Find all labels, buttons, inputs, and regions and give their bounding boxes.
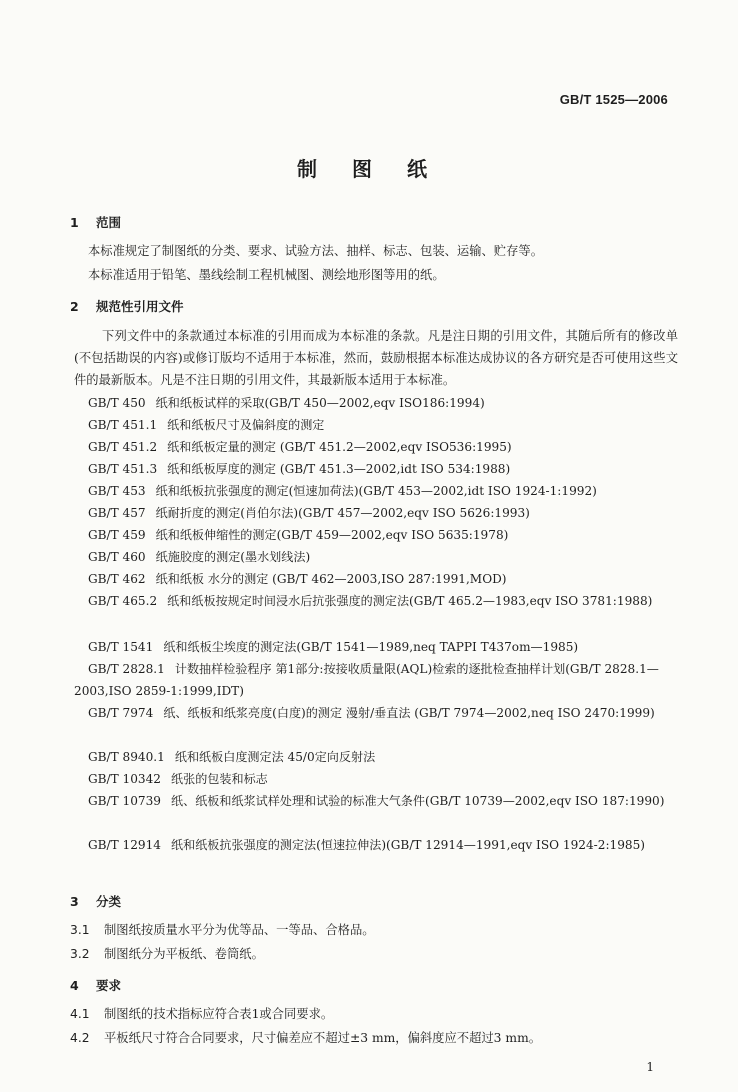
reference-item — [88, 768, 678, 790]
reference-item — [74, 590, 678, 612]
reference-text: 纸、纸板和纸浆亮度(白度)的测定 漫射/垂直法 (GB/T 7974—2002,neq ISO 2470:1999) — [163, 706, 655, 720]
reference-text: 纸和纸板尺寸及偏斜度的测定 — [167, 418, 325, 432]
clause-number: 3.2 — [70, 947, 90, 961]
section-number: 2 — [70, 299, 79, 314]
section-heading-2 — [70, 297, 184, 315]
reference-text: 纸张的包装和标志 — [171, 772, 268, 786]
reference-item — [88, 414, 678, 436]
reference-code: GB/T 451.2 — [88, 440, 158, 454]
reference-code: GB/T 459 — [88, 528, 146, 542]
reference-item — [88, 546, 678, 568]
scope-paragraph-1: 本标准规定了制图纸的分类、要求、试验方法、抽样、标志、包装、运输、贮存等。 — [88, 244, 543, 258]
clause-text: 制图纸分为平板纸、卷筒纸。 — [104, 947, 264, 961]
section-number: 1 — [70, 215, 79, 230]
reference-text: 纸和纸板试样的采取(GB/T 450—2002,eqv ISO186:1994) — [155, 396, 485, 410]
clause-number: 4.1 — [70, 1007, 90, 1021]
section-title: 分类 — [96, 894, 122, 909]
section-heading-1 — [70, 213, 121, 231]
section-title: 要求 — [96, 978, 122, 993]
reference-text: 纸和纸板抗张强度的测定法(恒速拉伸法)(GB/T 12914—1991,eqv ISO 1924-2:1985) — [171, 838, 646, 852]
reference-text: 纸和纸板定量的测定 (GB/T 451.2—2002,eqv ISO536:1995) — [167, 440, 512, 454]
section-number: 4 — [70, 978, 79, 993]
reference-item — [74, 834, 678, 856]
clause-4-2 — [70, 1028, 541, 1046]
section-title: 范围 — [96, 215, 122, 230]
reference-code: GB/T 10342 — [88, 772, 162, 786]
clause-text: 平板纸尺寸符合合同要求，尺寸偏差应不超过±3 mm，偏斜度应不超过3 mm。 — [104, 1031, 542, 1045]
reference-item — [88, 568, 678, 590]
reference-text: 纸耐折度的测定(肖伯尔法)(GB/T 457—2002,eqv ISO 5626:1993) — [155, 506, 530, 520]
reference-item — [88, 502, 678, 524]
page-number: 1 — [646, 1060, 654, 1074]
reference-code: GB/T 1541 — [88, 640, 154, 654]
reference-text: 纸和纸板 水分的测定 (GB/T 462—2003,ISO 287:1991,MOD) — [155, 572, 507, 586]
section-number: 3 — [70, 894, 79, 909]
reference-text: 纸、纸板和纸浆试样处理和试验的标准大气条件(GB/T 10739—2002,eqv ISO 187:1990) — [171, 794, 665, 808]
clause-3-2 — [70, 944, 264, 962]
reference-code: GB/T 462 — [88, 572, 146, 586]
references-intro: 下列文件中的条款通过本标准的引用而成为本标准的条款。凡是注日期的引用文件，其随后所有的修改单(不包括勘误的内容)或修订版均不适用于本标准，然而，鼓励根据本标准达成协议的各方研究是否可使用这些文件的最新版本。凡是不注日期的引用文件，其最新版本适用于本标准。 — [74, 329, 678, 387]
reference-text: 纸和纸板厚度的测定 (GB/T 451.3—2002,idt ISO 534:1988) — [167, 462, 511, 476]
clause-number: 3.1 — [70, 923, 90, 937]
section-title: 规范性引用文件 — [96, 299, 184, 314]
reference-code: GB/T 451.1 — [88, 418, 158, 432]
reference-code: GB/T 7974 — [88, 706, 154, 720]
reference-item — [88, 746, 678, 768]
reference-item — [74, 790, 678, 812]
scope-paragraph-2: 本标准适用于铅笔、墨线绘制工程机械图、测绘地形图等用的纸。 — [88, 268, 445, 282]
reference-text: 纸和纸板尘埃度的测定法(GB/T 1541—1989,neq TAPPI T437om—1985) — [163, 640, 579, 654]
reference-code: GB/T 8940.1 — [88, 750, 165, 764]
reference-text: 纸施胶度的测定(墨水划线法) — [155, 550, 311, 564]
reference-item — [74, 702, 678, 724]
reference-code: GB/T 450 — [88, 396, 146, 410]
reference-item — [74, 658, 678, 702]
reference-text: 纸和纸板白度测定法 45/0定向反射法 — [174, 750, 376, 764]
clause-4-1 — [70, 1004, 333, 1022]
reference-code: GB/T 12914 — [88, 838, 162, 852]
section-heading-3 — [70, 892, 121, 910]
reference-code: GB/T 465.2 — [88, 594, 158, 608]
reference-text: 纸和纸板抗张强度的测定(恒速加荷法)(GB/T 453—2002,idt ISO 1924-1:1992) — [155, 484, 597, 498]
standard-code: GB/T 1525—2006 — [559, 92, 668, 107]
reference-text: 纸和纸板伸缩性的测定(GB/T 459—2002,eqv ISO 5635:1978) — [155, 528, 509, 542]
reference-item — [88, 458, 678, 480]
reference-text: 纸和纸板按规定时间浸水后抗张强度的测定法(GB/T 465.2—1983,eqv ISO 3781:1988) — [167, 594, 653, 608]
clause-text: 制图纸按质量水平分为优等品、一等品、合格品。 — [104, 923, 375, 937]
section-heading-4 — [70, 976, 121, 994]
reference-item — [88, 436, 678, 458]
clause-text: 制图纸的技术指标应符合表1或合同要求。 — [104, 1007, 334, 1021]
reference-text: 计数抽样检验程序 第1部分:按接收质量限(AQL)检索的逐批检查抽样计划(GB/T 2828.1—2003,ISO 2859-1:1999,IDT) — [74, 662, 659, 698]
reference-code: GB/T 451.3 — [88, 462, 158, 476]
reference-code: GB/T 10739 — [88, 794, 162, 808]
reference-code: GB/T 453 — [88, 484, 146, 498]
clause-3-1 — [70, 920, 375, 938]
reference-item — [88, 524, 678, 546]
reference-code: GB/T 460 — [88, 550, 146, 564]
page-title: 制 图 纸 — [297, 157, 441, 181]
reference-code: GB/T 457 — [88, 506, 146, 520]
reference-item — [88, 636, 678, 658]
reference-item — [88, 480, 678, 502]
clause-number: 4.2 — [70, 1031, 90, 1045]
reference-item — [88, 392, 678, 414]
reference-code: GB/T 2828.1 — [88, 662, 165, 676]
